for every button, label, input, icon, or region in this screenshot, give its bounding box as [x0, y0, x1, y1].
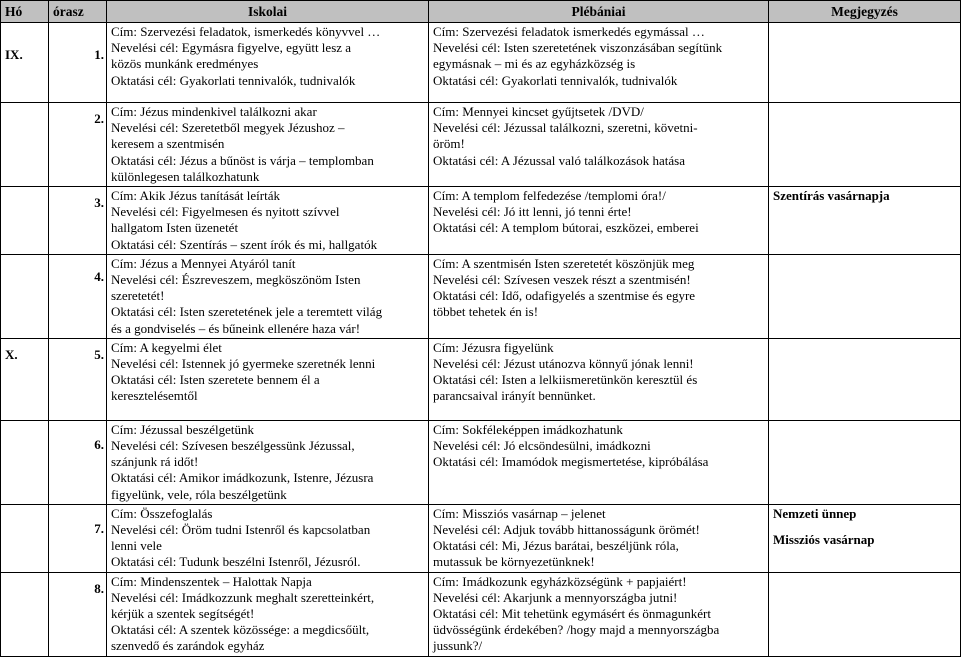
notes-cell	[769, 572, 961, 656]
school-line: Cím: Akik Jézus tanítását leírták	[111, 188, 280, 204]
parish-line: Cím: Missziós vasárnap – jelenet	[433, 505, 606, 521]
parish-line: Nevelési cél: Jó itt lenni, jó tenni érte!	[433, 204, 632, 220]
parish-line: Oktatási cél: Gyakorlati tennivalók, tudnivalók	[433, 72, 678, 88]
parish-line: Nevelési cél: Adjuk tovább hittanosságunk örömét!	[433, 522, 700, 538]
table-row	[1, 23, 961, 103]
parish-line: Nevelési cél: Jó elcsöndesülni, imádkozni	[433, 438, 651, 454]
parish-line: Oktatási cél: A Jézussal való találkozások hatása	[433, 152, 685, 168]
school-line: Cím: Jézus a Mennyei Atyáról tanít	[111, 255, 296, 271]
parish-line: Oktatási cél: A templom bútorai, eszközei, emberei	[433, 220, 699, 236]
parish-line: Cím: A szentmisén Isten szeretetét köszönjük meg	[433, 255, 695, 271]
parish-line: jussunk?/	[433, 638, 483, 654]
parish-cell	[429, 420, 769, 504]
school-cell	[107, 338, 429, 420]
school-line: különlegesen találkozhatunk	[111, 168, 260, 184]
parish-line: Nevelési cél: Akarjunk a mennyországba jutni!	[433, 589, 678, 605]
month-cell	[1, 572, 49, 656]
notes-cell	[769, 187, 961, 255]
school-cell	[107, 420, 429, 504]
parish-line: Cím: Imádkozunk egyházközségünk + papjaiért!	[433, 573, 687, 589]
lesson-number-cell: 5.	[49, 338, 107, 420]
school-cell	[107, 504, 429, 572]
month-cell	[1, 420, 49, 504]
table-row	[1, 103, 961, 187]
school-line: hallgatom Isten üzenetét	[111, 220, 239, 236]
parish-line: Cím: Szervezési feladatok ismerkedés egymással …	[433, 24, 705, 39]
school-line: szenvedő és zarándok egyház	[111, 638, 265, 654]
school-line: Nevelési cél: Istennek jó gyermeke szeretnék lenni	[111, 356, 376, 372]
school-cell	[107, 23, 429, 103]
school-cell	[107, 254, 429, 338]
parish-cell	[429, 504, 769, 572]
school-line: szánjunk rá időt!	[111, 454, 199, 470]
notes-cell	[769, 23, 961, 103]
parish-line: Nevelési cél: Jézussal találkozni, szeretni, követni-	[433, 120, 698, 136]
school-line: keresztelésemtől	[111, 388, 198, 404]
note-line: Nemzeti ünnep	[773, 505, 857, 521]
notes-cell	[769, 254, 961, 338]
parish-line: Cím: Mennyei kincset gyűjtsetek /DVD/	[433, 104, 644, 119]
notes-cell	[769, 504, 961, 572]
notes-cell	[769, 103, 961, 187]
school-line: Oktatási cél: Tudunk beszélni Istenről, Jézusról.	[111, 554, 361, 570]
header-parish: Plébániai	[429, 1, 769, 23]
month-cell: IX.	[1, 23, 49, 103]
parish-line: Oktatási cél: Mit tehetünk egymásért és önmagunkért	[433, 606, 711, 622]
parish-line: Oktatási cél: Isten a lelkiismeretünkön keresztül és	[433, 372, 698, 388]
table-row	[1, 187, 961, 255]
lesson-number-cell: 7.	[49, 504, 107, 572]
parish-line: Oktatási cél: Mi, Jézus barátai, beszéljünk róla,	[433, 538, 679, 554]
parish-cell	[429, 572, 769, 656]
school-line: Cím: Szervezési feladatok, ismerkedés könyvvel …	[111, 24, 381, 39]
month-cell	[1, 187, 49, 255]
month-cell: X.	[1, 338, 49, 420]
parish-line: üdvösségünk érdekében? /hogy majd a mennyországba	[433, 622, 720, 638]
parish-line: Oktatási cél: Imamódok megismertetése, kipróbálása	[433, 454, 709, 470]
table-row	[1, 420, 961, 504]
parish-cell	[429, 23, 769, 103]
school-line: és a gondviselés – és bűneink ellenére haza vár!	[111, 320, 361, 336]
school-cell	[107, 187, 429, 255]
month-cell	[1, 254, 49, 338]
table-row	[1, 338, 961, 420]
note-line: Szentírás vasárnapja	[773, 188, 890, 204]
school-line: Nevelési cél: Szeretetből megyek Jézushoz –	[111, 120, 345, 136]
parish-cell	[429, 187, 769, 255]
lesson-number-cell: 2.	[49, 103, 107, 187]
school-line: Oktatási cél: Amikor imádkozunk, Istenre, Jézusra	[111, 470, 374, 486]
school-line: Nevelési cél: Öröm tudni Istenről és kapcsolatban	[111, 522, 371, 538]
month-cell	[1, 504, 49, 572]
parish-line: Cím: Sokféleképpen imádkozhatunk	[433, 421, 623, 437]
table-row	[1, 504, 961, 572]
parish-line: Nevelési cél: Szívesen veszek részt a szentmisén!	[433, 272, 691, 288]
header-notes: Megjegyzés	[769, 1, 961, 23]
school-line: figyelünk, vele, róla beszélgetünk	[111, 486, 287, 502]
lesson-number-cell: 8.	[49, 572, 107, 656]
parish-line: parancsaival irányít bennünket.	[433, 388, 596, 404]
school-line: Cím: Összefoglalás	[111, 505, 213, 521]
school-line: Oktatási cél: Szentírás – szent írók és mi, hallgatók	[111, 236, 378, 252]
lesson-number-cell: 4.	[49, 254, 107, 338]
lesson-number-cell: 3.	[49, 187, 107, 255]
month-cell	[1, 103, 49, 187]
header-lesson-number: órasz	[49, 1, 107, 23]
school-line: Cím: Jézus mindenkivel találkozni akar	[111, 104, 317, 119]
notes-cell	[769, 338, 961, 420]
school-line: Nevelési cél: Egymásra figyelve, együtt lesz a	[111, 40, 352, 56]
school-line: Cím: A kegyelmi élet	[111, 339, 222, 355]
school-line: kérjük a szentek segítségét!	[111, 606, 255, 622]
table-row	[1, 254, 961, 338]
school-line: Nevelési cél: Szívesen beszélgessünk Jézussal,	[111, 438, 355, 454]
lesson-number-cell: 6.	[49, 420, 107, 504]
parish-line: öröm!	[433, 136, 465, 152]
parish-line: mutassuk be környezetünknek!	[433, 554, 595, 570]
school-line: Nevelési cél: Imádkozzunk meghalt szeretteinkért,	[111, 589, 375, 605]
lesson-number-cell: 1.	[49, 23, 107, 103]
parish-cell	[429, 338, 769, 420]
parish-line: Cím: A templom felfedezése /templomi óra!/	[433, 188, 666, 204]
parish-cell	[429, 254, 769, 338]
school-line: Oktatási cél: Isten szeretete bennem él a	[111, 372, 320, 388]
school-line: Oktatási cél: Gyakorlati tennivalók, tudnivalók	[111, 72, 356, 88]
school-line: Oktatási cél: A szentek közössége: a megdicsőült,	[111, 622, 370, 638]
school-cell	[107, 103, 429, 187]
school-line: szeretetét!	[111, 288, 165, 304]
table-header	[1, 1, 961, 23]
parish-line: egymásnak – mi és az egyházközség is	[433, 56, 636, 72]
parish-line: Oktatási cél: Idő, odafigyelés a szentmise és egyre	[433, 288, 696, 304]
school-line: keresem a szentmisén	[111, 136, 225, 152]
table-body	[1, 23, 961, 657]
school-line: Nevelési cél: Észreveszem, megköszönöm Isten	[111, 272, 361, 288]
note-line: Missziós vasárnap	[773, 532, 875, 548]
parish-line: többet tehetek én is!	[433, 304, 539, 320]
parish-line: Nevelési cél: Jézust utánozva könnyű jónak lenni!	[433, 356, 694, 372]
parish-line: Cím: Jézusra figyelünk	[433, 339, 554, 355]
school-line: Oktatási cél: Isten szeretetének jele a teremtett világ	[111, 304, 383, 320]
notes-cell	[769, 420, 961, 504]
parish-cell	[429, 103, 769, 187]
school-line: Nevelési cél: Figyelmesen és nyitott szívvel	[111, 204, 340, 220]
parish-line: Nevelési cél: Isten szeretetének viszonzásában segítünk	[433, 40, 723, 56]
school-line: Oktatási cél: Jézus a bűnöst is várja – templomban	[111, 152, 374, 168]
table-row	[1, 572, 961, 656]
school-line: Cím: Jézussal beszélgetünk	[111, 421, 254, 437]
school-line: lenni vele	[111, 538, 162, 554]
school-cell	[107, 572, 429, 656]
school-line: Cím: Mindenszentek – Halottak Napja	[111, 573, 312, 589]
header-month: Hó	[1, 1, 49, 23]
header-school: Iskolai	[107, 1, 429, 23]
school-line: közös munkánk eredményes	[111, 56, 259, 72]
